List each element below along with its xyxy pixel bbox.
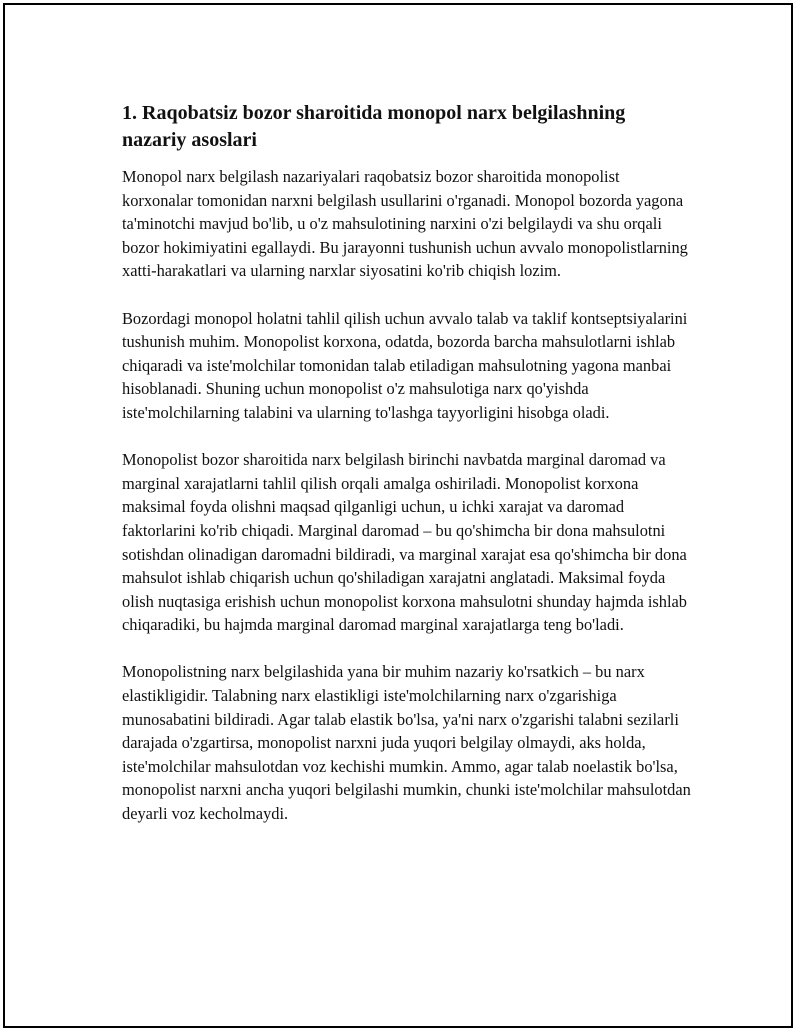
paragraph-2: Bozordagi monopol holatni tahlil qilish uchun avvalo talab va taklif kontseptsiyalarini tushunish muhim. Monopolist korxona, odatda, bozorda barcha mahsulotlarni ishlab chiqaradi va iste'molchilar tomonidan talab etiladigan mahsulotning yagona manbai hisoblanadi. Shuning uchun monopolist o'z mahsulotiga narx qo'yishda iste'molchilarning talabini va ularning to'lashga tayyorligini hisobga oladi. — [122, 308, 688, 422]
paragraph-1: Monopol narx belgilash nazariyalari raqobatsiz bozor sharoitida monopolist korxonalar tomonidan narxni belgilash usullarini o'rganadi. Monopol bozorda yagona ta'minotchi mavjud bo'lib, u o'z mahsulotining narxini o'zi belgilaydi va shu orqali bozor hokimiyatini egallaydi. Bu jarayonni tushunish uchun avvalo monopolistlarning xatti-harakatlari va ularning narxlar siyosatini ko'rib chiqish lozim. — [122, 167, 688, 281]
page-frame — [3, 3, 793, 1028]
document-body — [122, 100, 692, 849]
paragraph-3: Monopolist bozor sharoitida narx belgilash birinchi navbatda marginal daromad va marginal xarajatlarni tahlil qilish orqali amalga oshiriladi. Monopolist korxona maksimal foyda olishni maqsad qilganligi uchun, u ichki xarajat va daromad faktorlarini ko'rib chiqadi. Marginal daromad – bu qo'shimcha bir dona mahsulotni sotishdan olinadigan daromadni bildiradi, va marginal xarajat esa qo'shimcha bir dona mahsulot ishlab chiqarish uchun qo'shiladigan xarajatni anglatadi. Maksimal foyda olish nuqtasiga erishish uchun monopolist korxona mahsulotni shunday hajmda ishlab chiqaradiki, bu hajmda marginal daromad marginal xarajatlarga teng bo'ladi. — [122, 450, 687, 635]
section-title: 1. Raqobatsiz bozor sharoitida monopol narx belgilashning nazariy asoslari — [122, 102, 626, 151]
paragraph-4: Monopolistning narx belgilashida yana bir muhim nazariy ko'rsatkich – bu narx elastikligidir. Talabning narx elastikligi iste'molchilarning narx o'zgarishiga munosabatini bildiradi. Agar talab elastik bo'lsa, ya'ni narx o'zgarishi talabni sezilarli darajada o'zgartirsa, monopolist narxni juda yuqori belgilay olmaydi, aks holda, iste'molchilar mahsulotdan voz kechishi mumkin. Ammo, agar talab noelastik bo'lsa, monopolist narxni ancha yuqori belgilashi mumkin, chunki iste'molchilar mahsulotdan deyarli voz kecholmaydi. — [122, 662, 691, 824]
